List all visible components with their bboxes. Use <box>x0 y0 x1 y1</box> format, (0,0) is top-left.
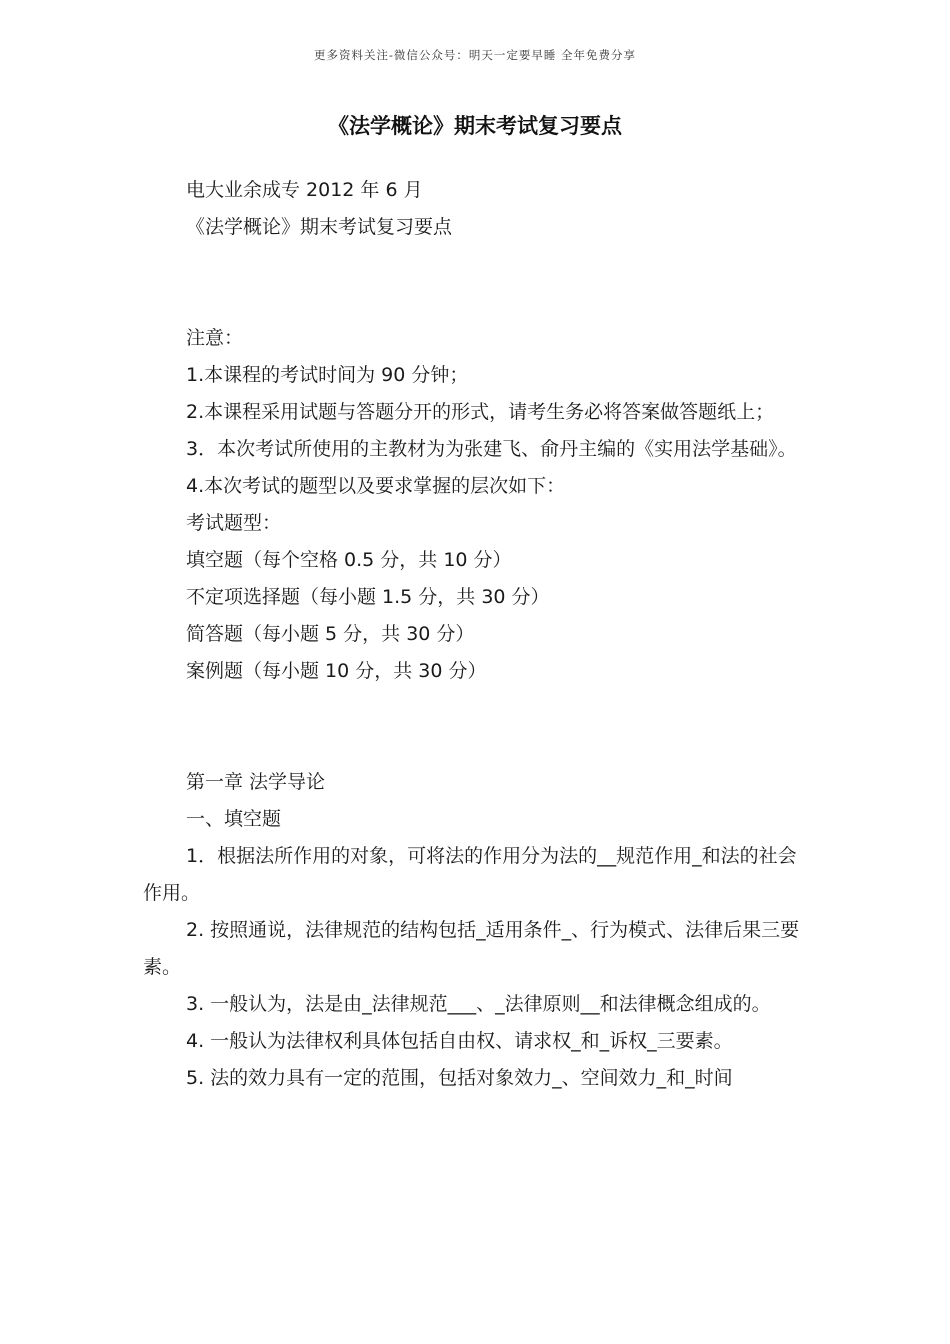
question: 1．根据法所作用的对象，可将法的作用分为法的__规范作用_和法的社会作用。 <box>143 845 797 904</box>
spacer <box>143 246 807 320</box>
document-title: 《法学概论》期末考试复习要点 <box>328 114 622 138</box>
notice-item: 3．本次考试所使用的主教材为为张建飞、俞丹主编的《实用法学基础》。 <box>186 438 797 460</box>
exam-type: 简答题（每小题 5 分，共 30 分） <box>186 623 475 645</box>
question: 2. 按照通说，法律规范的结构包括_适用条件_、行为模式、法律后果三要素。 <box>143 919 800 978</box>
section-heading: 一、填空题 <box>186 808 282 830</box>
notice-item: 1.本课程的考试时间为 90 分钟； <box>186 364 469 386</box>
chapter-title: 第一章 法学导论 <box>186 771 326 793</box>
header-note: 更多资料关注-微信公众号：明天一定要早睡 全年免费分享 <box>313 48 637 62</box>
exam-type: 案例题（每小题 10 分，共 30 分） <box>186 660 487 682</box>
notice-item: 2.本课程采用试题与答题分开的形式，请考生务必将答案做答题纸上； <box>186 401 775 423</box>
exam-type: 不定项选择题（每小题 1.5 分，共 30 分） <box>186 586 550 608</box>
question: 4. 一般认为法律权利具体包括自由权、请求权_和_诉权_三要素。 <box>186 1030 733 1052</box>
spacer <box>143 690 807 764</box>
exam-type: 填空题（每个空格 0.5 分，共 10 分） <box>186 549 512 571</box>
intro-line: 电大业余成专 2012 年 6 月 <box>186 179 423 201</box>
notice-item: 4.本次考试的题型以及要求掌握的层次如下： <box>186 475 566 497</box>
exam-types-heading: 考试题型： <box>186 512 282 534</box>
document-body <box>143 172 807 1097</box>
question: 3. 一般认为，法是由_法律规范___、_法律原则__和法律概念组成的。 <box>186 993 771 1015</box>
question: 5. 法的效力具有一定的范围，包括对象效力_、空间效力_和_时间 <box>186 1067 733 1089</box>
notice-heading: 注意： <box>186 327 244 349</box>
intro-subtitle: 《法学概论》期末考试复习要点 <box>186 216 453 238</box>
